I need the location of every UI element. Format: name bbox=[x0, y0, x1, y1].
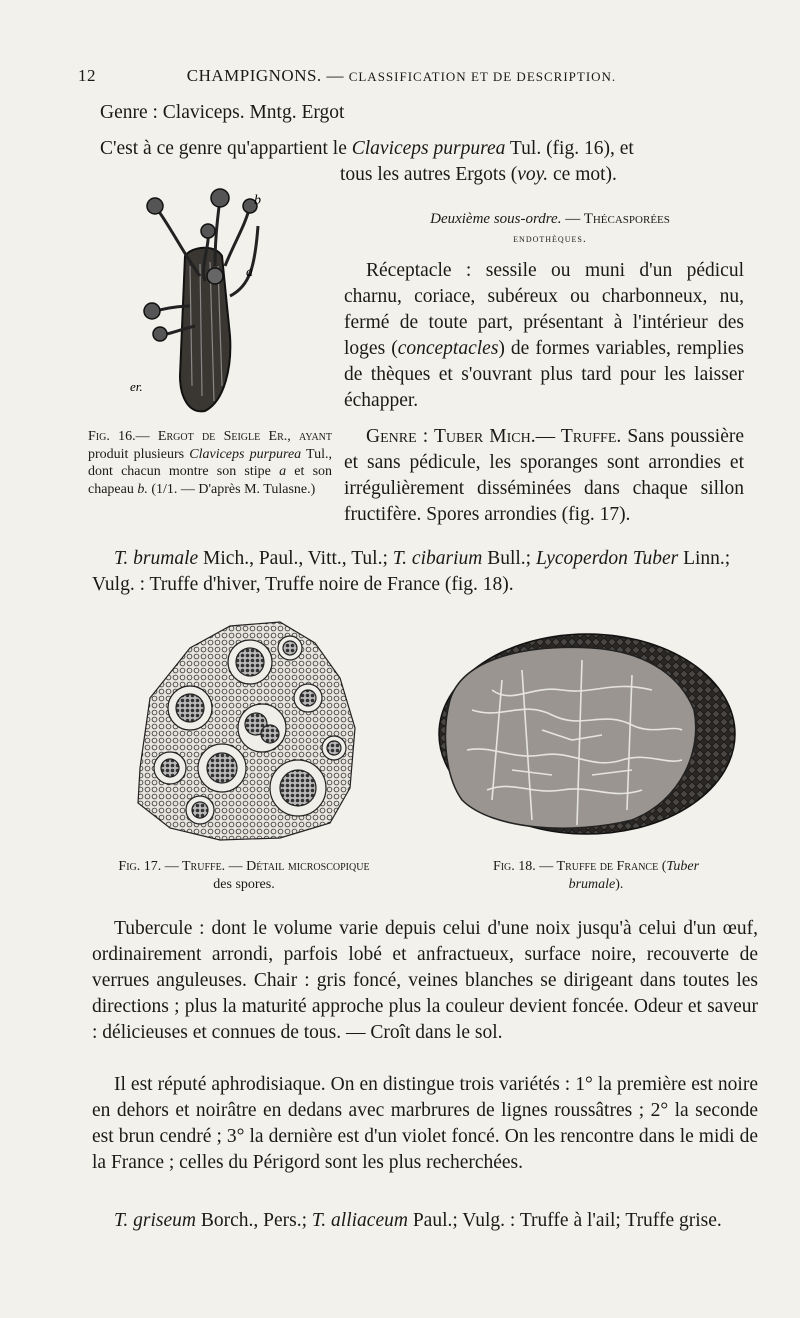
claviceps-text-4: ce mot). bbox=[548, 164, 617, 185]
fig18-caption-italic-2: brumale bbox=[568, 876, 616, 892]
t-brumale-rest: Linn.; Vulg. : Truffe d'hiver, Truffe noire de France (fig. 18). bbox=[92, 548, 731, 595]
receptacle-text: Réceptacle : sessile ou muni d'un pédicul charnu, coriace, subéreux ou charbonneux, nu, fermé de toute part, présentant à l'intérieur des loges ( bbox=[344, 260, 744, 359]
receptacle-paragraph bbox=[344, 258, 744, 414]
header-subtitle: CLASSIFICATION ET DE DESCRIPTION. bbox=[348, 69, 617, 84]
fig16-label-er: er. bbox=[130, 379, 143, 394]
t-brumale-entry bbox=[92, 546, 752, 598]
claviceps-text-2: Tul. (fig. 16), et bbox=[509, 138, 634, 159]
t-griseum-name: T. griseum bbox=[114, 1210, 196, 1231]
claviceps-species: Claviceps purpurea bbox=[351, 138, 506, 159]
fig18-truffle-illustration bbox=[432, 630, 738, 842]
t-brumale-authors: Mich., Paul., Vitt., Tul.; bbox=[203, 548, 388, 569]
fig17-spores-illustration bbox=[130, 618, 362, 842]
fig16-caption-4: et son chapeau bbox=[88, 464, 333, 497]
fig18-caption-italic-1: Tuber bbox=[666, 859, 700, 874]
fig16-caption-b: b. bbox=[137, 481, 148, 497]
t-cibarium-authors: Bull.; bbox=[487, 548, 532, 569]
claviceps-text-1: C'est à ce genre qu'appartient le bbox=[100, 138, 347, 159]
receptacle-end: ) de formes variables, remplies de thèques et s'ouvrant plus tard pour les laisser échapper. bbox=[344, 338, 745, 411]
fig18-caption-1: Fig. 18. — Truffe de France ( bbox=[492, 859, 667, 874]
t-griseum-entry bbox=[92, 1208, 758, 1234]
fig16-caption bbox=[88, 428, 332, 498]
fig16-label-b: b bbox=[254, 193, 261, 208]
fig16-caption-a: a bbox=[279, 464, 287, 479]
fig17-caption-2: des spores. bbox=[213, 876, 275, 892]
claviceps-text-line2 bbox=[340, 162, 720, 188]
header-title: CHAMPIGNONS. bbox=[186, 66, 322, 85]
header-dash: — bbox=[326, 66, 344, 85]
fig16-label-a: a bbox=[246, 265, 253, 280]
t-griseum-rest: Paul.; Vulg. : Truffe à l'ail; Truffe grise. bbox=[412, 1210, 722, 1231]
fig16-caption-3: Tul., dont chacun montre son stipe bbox=[88, 446, 332, 479]
fig16-caption-5: (1/1. — D'après M. Tulasne.) bbox=[151, 481, 316, 497]
receptacle-conceptacles: conceptacles bbox=[397, 338, 499, 359]
fig16-caption-species: Claviceps purpurea bbox=[189, 446, 302, 462]
fig16-ergot-illustration bbox=[130, 186, 330, 416]
t-alliaceum-name: T. alliaceum bbox=[311, 1210, 408, 1231]
suborder-heading-italic: Deuxième sous-ordre. bbox=[430, 211, 562, 227]
genus-claviceps-text bbox=[100, 136, 760, 162]
fig17-caption-1: Fig. 17. — Truffe. — Détail microscopique bbox=[118, 859, 370, 874]
lycoperdon-name: Lycoperdon Tuber bbox=[535, 548, 679, 569]
tubercule-paragraph: Tubercule : dont le volume varie depuis celui d'une noix jusqu'à celui d'un œuf, ordinairement arrondi, parfois lobé et anfractueux, surface noire, recouverte de verrues anguleuses. Chair : gris foncé, veines blanches se dirigeant dans toutes les directions ; plus la maturité approche plus la couleur devient foncée. Odeur et saveur : délicieuses et connues de tous. — Croît dans le sol. bbox=[92, 918, 758, 1043]
fig16-caption-2: produit plusieurs bbox=[88, 446, 185, 462]
fig18-caption bbox=[458, 858, 734, 893]
suborder-heading-2: endothèques. bbox=[513, 231, 587, 245]
suborder-heading-rest: — Thécasporées bbox=[565, 211, 670, 227]
claviceps-text-3: tous les autres Ergots ( bbox=[340, 164, 518, 185]
claviceps-voy: voy. bbox=[517, 164, 549, 185]
genus-claviceps-heading: Genre : Claviceps. Mntg. Ergot bbox=[100, 102, 345, 123]
t-griseum-authors: Borch., Pers.; bbox=[200, 1210, 308, 1231]
suborder-heading bbox=[380, 210, 720, 248]
t-brumale-name: T. brumale bbox=[114, 548, 199, 569]
t-cibarium-name: T. cibarium bbox=[392, 548, 483, 569]
fig16-caption-1: Fig. 16.— Ergot de Seigle Er., ayant bbox=[88, 429, 332, 444]
genus-tuber-paragraph bbox=[344, 424, 744, 528]
genus-tuber-label: Genre : Tuber Mich.— Truffe. bbox=[366, 426, 622, 447]
aphrodisiac-paragraph: Il est réputé aphrodisiaque. On en distingue trois variétés : 1° la première est noire en dehors et noirâtre en dedans avec marbrures de lignes roussâtres ; 2° la seconde est brun cendré ; 3° la dernière est d'un violet foncé. On les rencontre dans le midi de la France ; celles du Périgord sont les plus recherchées. bbox=[92, 1074, 758, 1173]
running-header bbox=[78, 66, 718, 86]
genus-tuber-text: Sans poussière et sans pédicule, les sporanges sont arrondies et irrégulièrement disséminées dans chaque sillon fructifère. Spores arrondies (fig. 17). bbox=[344, 426, 744, 525]
page-number: 12 bbox=[78, 66, 96, 85]
fig17-caption bbox=[86, 858, 402, 893]
fig18-caption-end: ). bbox=[615, 876, 624, 892]
